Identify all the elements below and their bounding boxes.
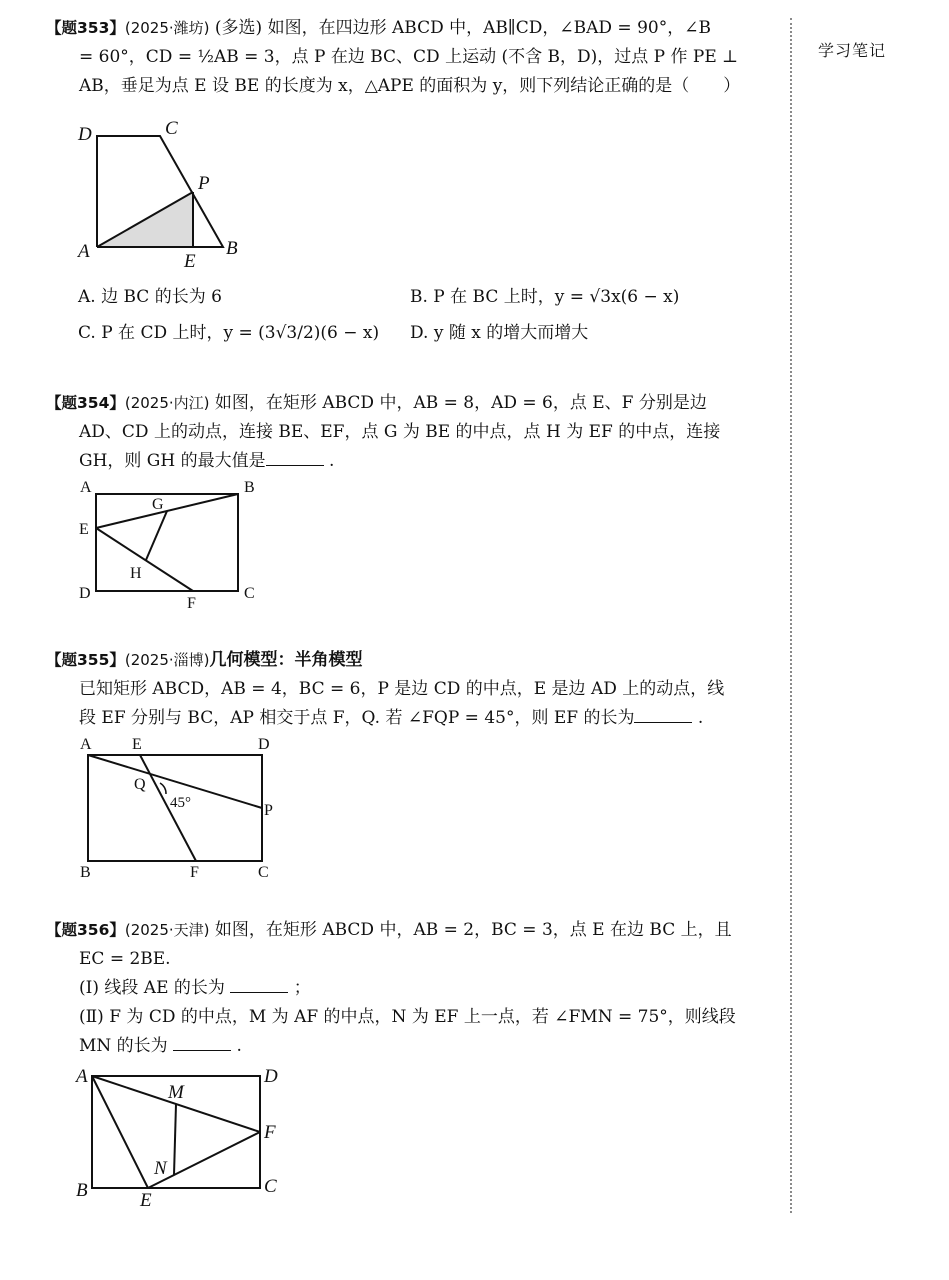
label-d: D [258, 736, 270, 753]
figure-355 [74, 733, 284, 883]
option-d: D. y 随 x 的增大而增大 [410, 323, 589, 343]
label-h: H [130, 565, 142, 582]
label-d: D [78, 124, 92, 145]
label-b: B [76, 1180, 88, 1201]
figure-354 [72, 476, 272, 610]
label-a: A [80, 736, 92, 753]
label-c: C [258, 864, 269, 881]
problem-text-line: (多选) 如图，在四边形 ABCD 中，AB∥CD，∠BAD = 90°，∠B [214, 18, 711, 38]
label-e: E [184, 251, 196, 272]
angle-arc [160, 783, 166, 794]
problem-text-line: = 60°，CD = ½AB = 3，点 P 在边 BC、CD 上运动 (不含 B，D)，过点 P 作 PE ⊥ [79, 47, 739, 67]
problem-tag: 【题353】 [46, 19, 125, 37]
answer-blank [230, 974, 288, 993]
problem-353 [46, 14, 776, 101]
label-b: B [80, 864, 91, 881]
problem-tag: 【题355】 [46, 651, 125, 669]
label-f: F [264, 1122, 276, 1143]
label-b: B [226, 238, 238, 259]
problem-text-line: GH，则 GH 的最大值是 [79, 451, 266, 471]
label-e: E [79, 521, 89, 538]
problem-source: (2025·天津) [124, 921, 210, 939]
sentence-end: . [329, 451, 335, 471]
label-b: B [244, 479, 255, 496]
problem-text-line: 如图，在矩形 ABCD 中，AB = 8，AD = 6，点 E、F 分别是边 [214, 393, 707, 413]
problem-356 [46, 916, 776, 1061]
label-p: P [198, 173, 210, 194]
problem-tag: 【题354】 [46, 394, 125, 412]
label-f: F [187, 595, 196, 610]
problem-type: 几何模型：半角模型 [209, 650, 363, 670]
label-p: P [264, 802, 273, 819]
option-c: C. P 在 CD 上时，y = (3√3/2)(6 − x) [78, 323, 380, 343]
sentence-end: . [236, 1036, 242, 1056]
label-c: C [165, 118, 178, 139]
label-g: G [152, 496, 164, 513]
label-a: A [76, 1066, 88, 1087]
segment-ef [96, 528, 193, 591]
option-b: B. P 在 BC 上时，y = √3x(6 − x) [410, 287, 680, 307]
figure-353 [70, 112, 260, 274]
problem-source: (2025·内江) [124, 394, 210, 412]
answer-blank [266, 447, 324, 466]
segment-mn [174, 1104, 176, 1175]
segment-gh [146, 511, 167, 560]
problem-text-line: AD、CD 上的动点，连接 BE、EF，点 G 为 BE 的中点，点 H 为 EF 的中点，连接 [79, 422, 721, 442]
problem-text-line: EC = 2BE. [79, 949, 171, 969]
problem-text-line: 如图，在矩形 ABCD 中，AB = 2，BC = 3，点 E 在边 BC 上，且 [214, 920, 732, 940]
answer-blank [173, 1032, 231, 1051]
label-f: F [190, 864, 199, 881]
label-c: C [264, 1176, 277, 1197]
label-e: E [140, 1190, 152, 1210]
label-m: M [168, 1082, 184, 1103]
problem-source: (2025·潍坊) [124, 19, 210, 37]
notes-title: 学习笔记 [818, 41, 887, 60]
label-d: D [79, 585, 91, 602]
label-angle-45: 45° [170, 795, 191, 811]
figure-356 [72, 1060, 292, 1210]
problem-tag: 【题356】 [46, 921, 125, 939]
subquestion-1: (Ⅰ) 线段 AE 的长为 [79, 978, 225, 998]
problem-355 [46, 646, 776, 733]
label-q: Q [134, 776, 146, 793]
problem-source: (2025·淄博) [124, 651, 210, 669]
notes-divider [790, 18, 792, 1213]
label-n: N [154, 1158, 167, 1179]
label-d: D [264, 1066, 278, 1087]
problem-text-line: 段 EF 分别与 BC，AP 相交于点 F，Q. 若 ∠FQP = 45°，则 EF 的长为 [79, 708, 635, 728]
sentence-end: ； [293, 978, 311, 998]
sentence-end: . [697, 708, 704, 728]
label-c: C [244, 585, 255, 602]
problem-text-line: AB，垂足为点 E 设 BE 的长度为 x，△APE 的面积为 y，则下列结论正确的是（ ） [79, 76, 741, 96]
problem-354 [46, 389, 776, 476]
label-a: A [80, 479, 92, 496]
answer-blank [634, 704, 692, 723]
label-a: A [78, 241, 90, 262]
subquestion-2: (Ⅱ) F 为 CD 的中点，M 为 AF 的中点，N 为 EF 上一点，若 ∠FMN = 75°，则线段 [79, 1007, 736, 1027]
label-e: E [132, 736, 142, 753]
problem-text-line: MN 的长为 [79, 1036, 168, 1056]
problem-text-line: 已知矩形 ABCD，AB = 4，BC = 6，P 是边 CD 的中点，E 是边 AD 上的动点，线 [79, 679, 725, 699]
option-a: A. 边 BC 的长为 6 [78, 287, 222, 307]
